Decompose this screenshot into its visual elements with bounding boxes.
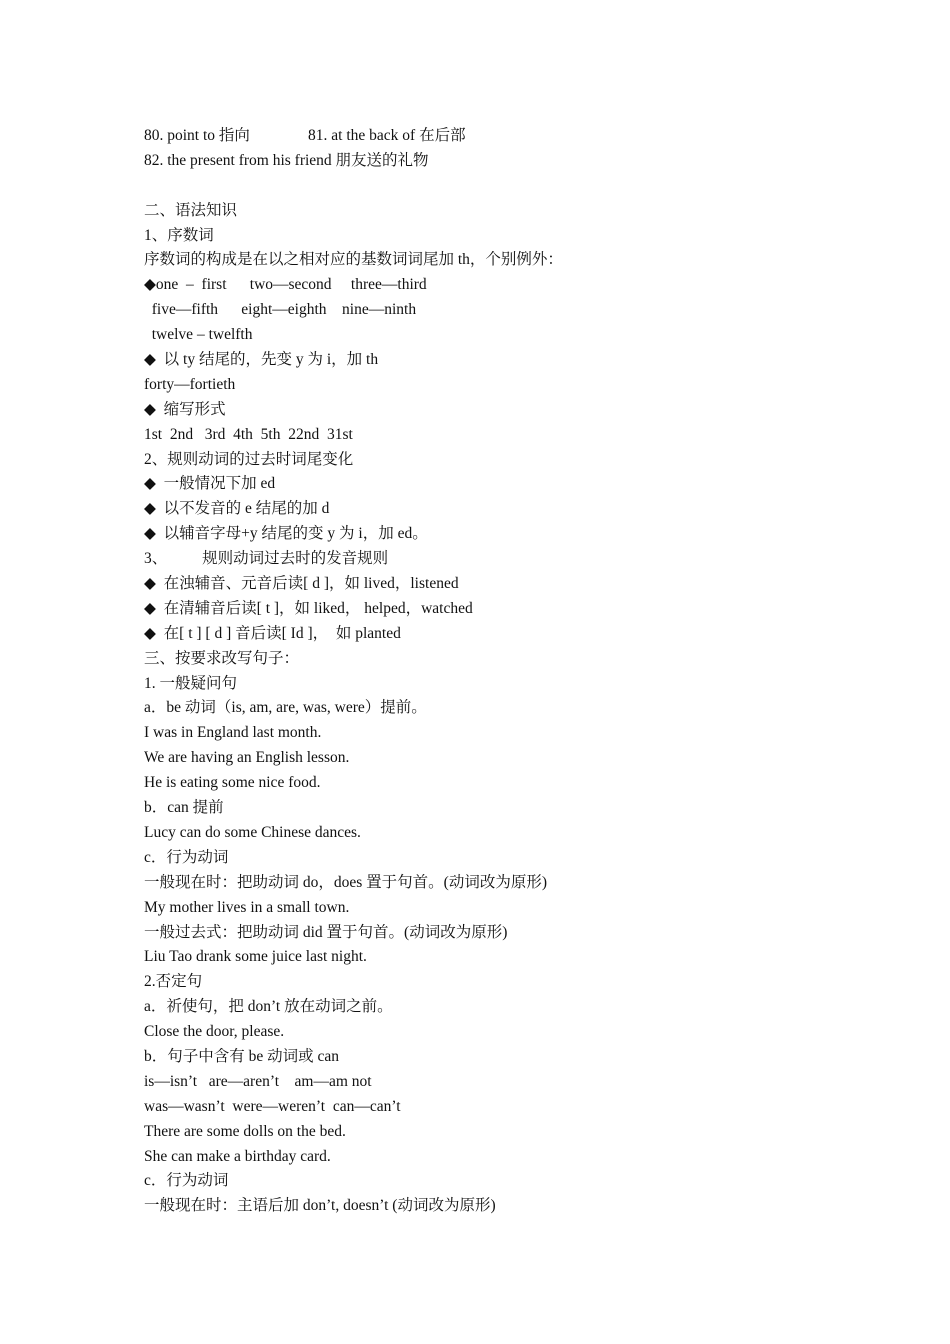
text-line: ◆ 以不发音的 e 结尾的加 d bbox=[144, 500, 330, 518]
text-line: five—fifth eight—eighth nine—ninth bbox=[144, 301, 417, 319]
text-line: a．祈使句，把 don’t 放在动词之前。 bbox=[144, 998, 393, 1016]
text-line: 二、语法知识 bbox=[144, 201, 238, 219]
text-line: ◆ 缩写形式 bbox=[144, 400, 226, 418]
text-line: 三、按要求改写句子： bbox=[144, 649, 300, 667]
text-line: She can make a birthday card. bbox=[144, 1147, 331, 1165]
text-line: is—isn’t are—aren’t am—am not bbox=[144, 1072, 372, 1090]
text-line: 2.否定句 bbox=[144, 973, 203, 991]
text-line: b．句子中含有 be 动词或 can bbox=[144, 1047, 340, 1065]
text-line: He is eating some nice food. bbox=[144, 774, 321, 792]
text-line: ◆ 在[ t ] [ d ] 音后读[ Id ]， 如 planted bbox=[144, 624, 401, 642]
text-line: Close the door, please. bbox=[144, 1023, 285, 1041]
text-line: 一般现在时：把助动词 do，does 置于句首。(动词改为原形) bbox=[144, 873, 547, 891]
text-line: was—wasn’t were—weren’t can—can’t bbox=[144, 1097, 401, 1115]
text-line: 一般现在时：主语后加 don’t, doesn’t (动词改为原形) bbox=[144, 1197, 496, 1215]
document-body bbox=[144, 124, 844, 1219]
text-line: 2、规则动词的过去时词尾变化 bbox=[144, 450, 354, 468]
text-line: I was in England last month. bbox=[144, 724, 322, 742]
text-line: 80. point to 指向 81. at the back of 在后部 bbox=[144, 127, 466, 144]
text-line: 82. the present from his friend 朋友送的礼物 bbox=[144, 151, 429, 169]
text-line: 1、序数词 bbox=[144, 226, 214, 244]
text-line: b．can 提前 bbox=[144, 799, 224, 817]
text-line: ◆ 在清辅音后读[ t ]，如 liked， helped，watched bbox=[144, 599, 473, 617]
text-line: We are having an English lesson. bbox=[144, 749, 350, 767]
text-line: 1st 2nd 3rd 4th 5th 22nd 31st bbox=[144, 425, 353, 443]
text-line: 序数词的构成是在以之相对应的基数词词尾加 th，个别例外： bbox=[144, 251, 563, 269]
text-line: c．行为动词 bbox=[144, 848, 229, 866]
text-line: ◆ 一般情况下加 ed bbox=[144, 475, 276, 493]
text-line: twelve – twelfth bbox=[144, 326, 253, 344]
text-line: Lucy can do some Chinese dances. bbox=[144, 823, 361, 841]
text-line: There are some dolls on the bed. bbox=[144, 1122, 346, 1140]
text-line: ◆ 以辅音字母+y 结尾的变 y 为 i，加 ed。 bbox=[144, 525, 428, 543]
text-line: ◆ 以 ty 结尾的，先变 y 为 i，加 th bbox=[144, 351, 379, 369]
text-line bbox=[144, 174, 844, 199]
text-line: ◆one – first two—second three—third bbox=[144, 276, 427, 294]
text-line: 1. 一般疑问句 bbox=[144, 674, 238, 692]
text-line: 一般过去式：把助动词 did 置于句首。(动词改为原形) bbox=[144, 923, 508, 941]
text-line: 3、 规则动词过去时的发音规则 bbox=[144, 550, 389, 568]
text-line: a．be 动词（is, am, are, was, were）提前。 bbox=[144, 699, 427, 717]
text-line: My mother lives in a small town. bbox=[144, 898, 350, 916]
text-line: Liu Tao drank some juice last night. bbox=[144, 948, 367, 966]
text-line: c．行为动词 bbox=[144, 1172, 229, 1190]
text-line: forty—fortieth bbox=[144, 375, 236, 393]
text-line: ◆ 在浊辅音、元音后读[ d ]，如 lived，listened bbox=[144, 575, 459, 593]
